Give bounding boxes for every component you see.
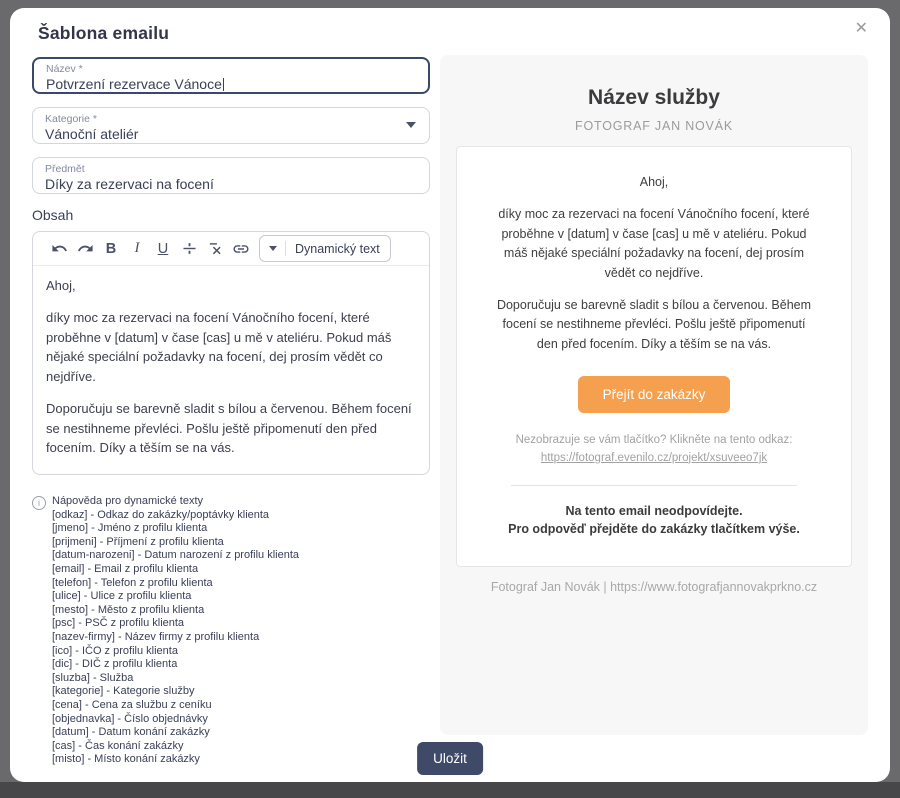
help-item: [misto] - Místo konání zakázky [52,753,200,766]
strikethrough-icon[interactable] [176,236,202,262]
category-select[interactable] [32,107,430,144]
help-item: [psc] - PSČ z profilu klienta [52,617,185,630]
help-item: [dic] - DIČ z profilu klienta [52,658,178,671]
redo-icon[interactable] [72,236,98,262]
help-item: [kategorie] - Kategorie služby [52,685,195,698]
editor-paragraph: Ahoj, [46,278,76,293]
save-button[interactable]: Uložit [417,742,483,775]
category-label: Kategorie * [45,113,97,125]
service-name: Název služby [588,86,720,109]
no-reply-notice [491,502,817,538]
help-item: [ico] - IČO z profilu klienta [52,644,178,657]
backdrop-bottom-bar [0,782,900,798]
link-icon[interactable] [228,236,254,262]
preview-paragraph: Ahoj, [639,175,669,189]
category-value: Vánoční ateliér [45,126,139,142]
editor-paragraph: Doporučuju se barevně sladit s bílou a červenou. Během focení se nestihneme převléci. Pošlu ještě připomenutí den před focením. Díky a těším se na vás. [46,400,412,456]
text-cursor [223,78,224,91]
help-item: [datum-narozeni] - Datum narození z profilu klienta [52,549,300,562]
subject-value: Díky za rezervaci na focení [45,176,214,192]
fallback-text: Nezobrazuje se vám tlačítko? Klikněte na tento odkaz: [515,434,793,446]
template-form [32,57,430,767]
help-title: Nápověda pro dynamické texty [52,495,204,507]
subject-field[interactable] [32,157,430,194]
help-item: [email] - Email z profilu klienta [52,562,199,575]
editor-toolbar [33,232,429,266]
fallback-link[interactable]: https://fotograf.evenilo.cz/projekt/xsuveeo7jk [540,451,768,464]
modal-title: Šablona emailu [38,23,170,43]
notice-line: Na tento email neodpovídejte. [565,503,743,518]
chevron-down-icon [406,122,416,128]
preview-paragraph: díky moc za rezervaci na focení Vánočního focení, které proběhne v [datum] v čase [cas] u mě v ateliéru. Pokud máš nějaké speciální požadavky na focení, dej prosím vědět co nejdříve. [498,207,810,280]
email-preview-panel [440,55,868,735]
name-field[interactable] [32,57,430,94]
fallback-block [491,432,817,468]
help-item: [datum] - Datum konání zakázky [52,726,210,739]
email-template-modal [10,8,890,782]
help-item: [jmeno] - Jméno z profilu klienta [52,522,208,535]
clear-format-icon[interactable] [202,236,228,262]
notice-line: Pro odpověď přejděte do zakázky tlačítkem výše. [508,521,800,536]
help-item: [mesto] - Město z profilu klienta [52,603,205,616]
italic-icon[interactable]: I [134,240,140,256]
go-to-order-button[interactable]: Přejít do zakázky [578,376,731,413]
help-item: [odkaz] - Odkaz do zakázky/poptávky klienta [52,508,270,521]
divider [511,485,798,486]
dynamic-text-help [32,495,430,767]
help-item: [cena] - Cena za službu z ceníku [52,698,212,711]
help-item: [sluzba] - Služba [52,671,134,684]
email-preview-card [456,146,852,567]
help-item: [ulice] - Ulice z profilu klienta [52,590,192,603]
preview-paragraph: Doporučuju se barevně sladit s bílou a červenou. Během focení se nestihneme převléci. Pošlu ještě připomenutí den před focením. Díky a těším se na vás. [496,297,812,351]
info-icon: i [32,496,46,510]
name-field-label: Název * [46,63,83,75]
editor-content[interactable] [33,266,429,474]
divider [285,241,286,256]
editor-paragraph: díky moc za rezervaci na focení Vánočního focení, které proběhne v [datum] v čase [cas] u mě v ateliéru. Pokud máš nějaké speciální požadavky na focení, dej prosím vědět co nejdříve. [46,309,392,384]
content-label: Obsah [32,207,74,223]
help-item: [objednavka] - Číslo objednávky [52,712,208,725]
content-editor [32,231,430,475]
help-lines [52,495,299,767]
brand-name: FOTOGRAF JAN NOVÁK [575,119,733,133]
help-item: [cas] - Čas konání zakázky [52,739,184,752]
help-item: [prijmeni] - Příjmení z profilu klienta [52,535,224,548]
subject-label: Předmět [45,163,85,175]
chevron-down-icon [269,246,277,251]
name-field-text: Potvrzení rezervace Vánoce [46,76,222,92]
close-icon[interactable]: ✕ [854,20,868,37]
help-item: [nazev-firmy] - Název firmy z profilu klienta [52,630,260,643]
help-item: [telefon] - Telefon z profilu klienta [52,576,213,589]
underline-icon[interactable]: U [157,240,169,257]
preview-footer: Fotograf Jan Novák | https://www.fotografjannovakprkno.cz [490,579,818,594]
undo-icon[interactable] [46,236,72,262]
name-field-value [46,76,416,92]
dynamic-text-dropdown[interactable] [259,235,391,262]
bold-icon[interactable]: B [105,240,117,257]
dynamic-text-label: Dynamický text [295,241,380,256]
